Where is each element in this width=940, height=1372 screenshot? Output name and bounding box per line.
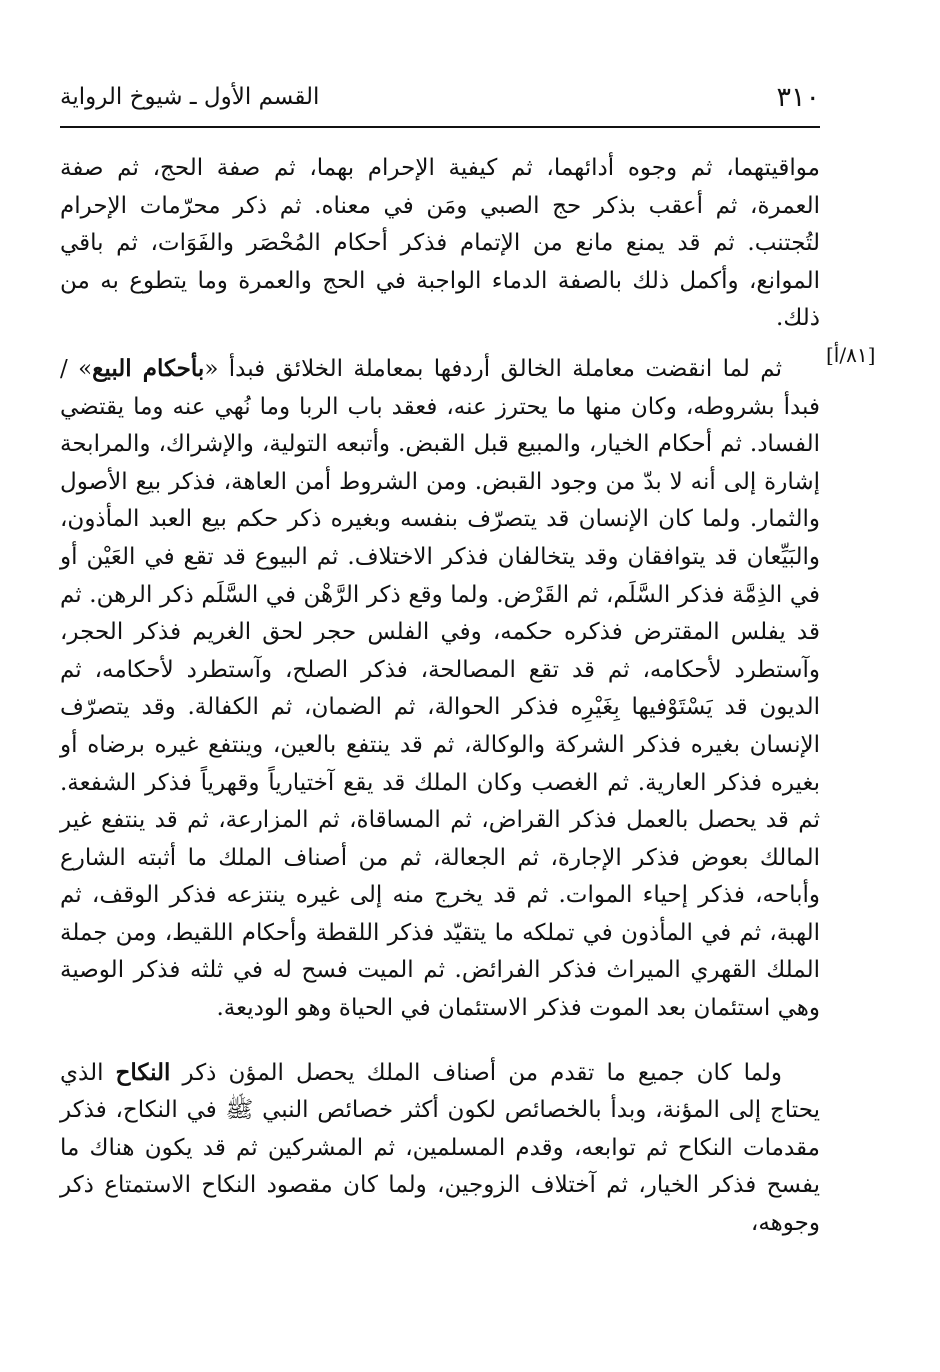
margin-folio-reference: [٨١/أ] xyxy=(826,343,876,367)
heading-term-marriage: النكاح xyxy=(115,1058,171,1086)
paragraph-2-body: » / فبدأ بشروطه، وكان منها ما يحترز عنه، فعقد باب الربا وما نُهي عنه وما يقتضي الفساد. ثم أحكام الخيار، والمبيع قبل القبض. وأتبعه التولية، والإشراك، والمرابحة إشارة إلى أنه لا بدّ من وجود القبض. ومن الشروط أمن العاهة، فذكر بيع الأصول والثمار. ولما كان الإنسان قد يتصرّف بنفسه وبغيره ذكر حكم بيع العبد المأذون، والبَيِّعان قد يتوافقان وقد يتخالفان فذكر الاختلاف. ثم البيوع قد تقع في العَيْن أو في الذِمَّة فذكر السَّلَم، ثم القَرْض. ولما وقع ذكر الرَّهْن في السَّلَم ذكر الرهن. ثم قد يفلس المقترض فذكره حكمه، وفي الفلس حجر لحق الغريم فذكر الحجر، وآستطرد لأحكامه، ثم قد تقع المصالحة، فذكر الصلح، وآستطرد لأحكامه، ثم الديون قد يَسْتَوْفيها بِغَيْرِه فذكر الحوالة، ثم الضمان، ثم الكفالة. وقد يتصرّف الإنسان بغيره فذكر الشركة والوكالة، ثم قد ينتفع بالعين، وينتفع غيره برضاه أو بغيره فذكر العارية. ثم الغصب وكان الملك قد يقع آختيارياً وقهرياً فذكر الشفعة. ثم قد يحصل بالعمل فذكر القراض، ثم المساقاة، ثم المزارعة، ثم قد ينتفع غير المالك بعوض فذكر الإجارة، ثم الجعالة، ثم من أصناف الملك ما أثبته الشارع وأباحه، فذكر إحياء الموات. ثم قد يخرج منه إلى غيره ينتزعه فذكر الوقف، ثم الهبة، ثم في المأذون في تملكه ما يتقيّد فذكر اللقطة وأحكام اللقيط، ومن جملة الملك القهري الميراث فذكر الفرائض. ثم الميت فسح له في ثلثه فذكر الوصية وهي استئمان بعد الموت فذكر الاستئمان في الحياة وهو الوديعة. xyxy=(60,355,820,1022)
body-text xyxy=(60,150,820,1243)
paragraph-3-lead: ولما كان جميع ما تقدم من أصناف الملك يحصل المؤن ذكر xyxy=(170,1059,782,1086)
paragraph-1 xyxy=(60,150,820,338)
paragraph-2 xyxy=(60,350,820,1028)
paragraph-2-lead: ثم لما انقضت معاملة الخالق أردفها بمعاملة الخلائق فبدأ « xyxy=(204,355,782,382)
paragraph-1-text: مواقيتهما، ثم وجوه أدائهما، ثم كيفية الإحرام بهما، ثم صفة الحج، ثم صفة العمرة، ثم أعقب بذكر حج الصبي ومَن في معناه. ثم ذكر محرّمات الإحرام لتُجتنب. ثم قد يمنع مانع من الإتمام فذكر أحكام المُحْصَر والفَوَات، ثم باقي الموانع، وأكمل ذلك بالصفة الدماء الواجبة في الحج والعمرة وما يتطوع به من ذلك. xyxy=(60,155,820,332)
paragraph-3-body: الذي يحتاج إلى المؤنة، وبدأ بالخصائص لكون أكثر خصائص النبي ﷺ في النكاح، فذكر مقدمات النكاح ثم توابعه، وقدم المسلمين، ثم المشركين ثم قد يكون هناك ما يفسح فذكر الخيار، ثم آختلاف الزوجين، ولما كان مقصود النكاح الاستمتاع ذكر وجوهه، xyxy=(60,1059,820,1237)
page-number: ٣١٠ xyxy=(776,82,820,113)
page-header xyxy=(60,78,820,122)
running-title: القسم الأول ـ شيوخ الرواية xyxy=(60,84,320,110)
heading-term-sales: بأحكام البيع xyxy=(92,354,205,382)
paragraph-3 xyxy=(60,1054,820,1243)
header-rule xyxy=(60,126,820,128)
